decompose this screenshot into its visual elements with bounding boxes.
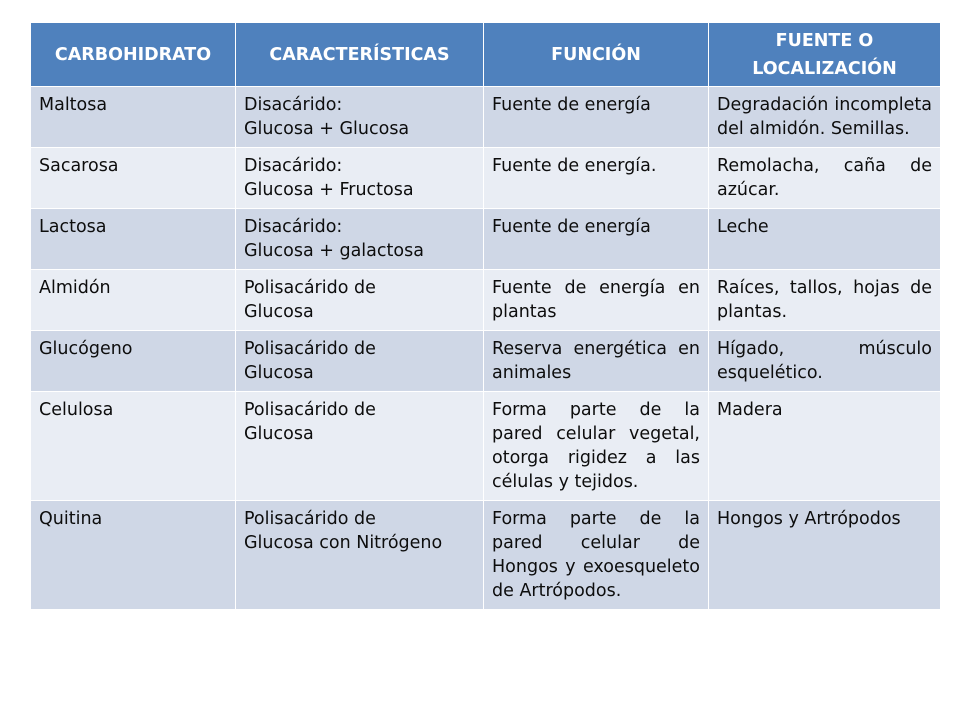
caracteristicas-line: Glucosa + Glucosa bbox=[244, 119, 410, 139]
header-carbohidrato: CARBOHIDRATO bbox=[31, 23, 236, 87]
cell-fuente: Madera bbox=[709, 392, 941, 501]
cell-funcion: Fuente de energía. bbox=[484, 148, 709, 209]
cell-carbohidrato: Celulosa bbox=[31, 392, 236, 501]
cell-funcion: Forma parte de la pared celular de Hongos y exoesqueleto de Artrópodos. bbox=[484, 501, 709, 610]
caracteristicas-line: Polisacárido de bbox=[244, 400, 376, 420]
cell-caracteristicas bbox=[236, 392, 484, 501]
cell-carbohidrato: Sacarosa bbox=[31, 148, 236, 209]
caracteristicas-line: Glucosa bbox=[244, 424, 314, 444]
cell-funcion: Forma parte de la pared celular vegetal, otorga rigidez a las células y tejidos. bbox=[484, 392, 709, 501]
caracteristicas-line: Glucosa + Fructosa bbox=[244, 180, 414, 200]
cell-carbohidrato: Quitina bbox=[31, 501, 236, 610]
caracteristicas-line: Polisacárido de bbox=[244, 339, 376, 359]
caracteristicas-line: Glucosa bbox=[244, 363, 314, 383]
cell-caracteristicas bbox=[236, 501, 484, 610]
caracteristicas-line: Disacárido: bbox=[244, 95, 343, 115]
caracteristicas-line: Glucosa + galactosa bbox=[244, 241, 424, 261]
cell-caracteristicas bbox=[236, 87, 484, 148]
caracteristicas-line: Polisacárido de bbox=[244, 509, 376, 529]
table-row bbox=[31, 270, 941, 331]
caracteristicas-line: Disacárido: bbox=[244, 217, 343, 237]
carbohydrates-table bbox=[30, 22, 941, 610]
cell-carbohidrato: Glucógeno bbox=[31, 331, 236, 392]
header-caracteristicas: CARACTERÍSTICAS bbox=[236, 23, 484, 87]
cell-carbohidrato: Lactosa bbox=[31, 209, 236, 270]
header-fuente: FUENTE O LOCALIZACIÓN bbox=[709, 23, 941, 87]
header-funcion: FUNCIÓN bbox=[484, 23, 709, 87]
table-row bbox=[31, 501, 941, 610]
cell-caracteristicas bbox=[236, 148, 484, 209]
caracteristicas-line: Polisacárido de bbox=[244, 278, 376, 298]
caracteristicas-line: Disacárido: bbox=[244, 156, 343, 176]
caracteristicas-line: Glucosa con Nitrógeno bbox=[244, 533, 443, 553]
caracteristicas-line: Glucosa bbox=[244, 302, 314, 322]
cell-funcion: Fuente de energía en plantas bbox=[484, 270, 709, 331]
cell-funcion: Fuente de energía bbox=[484, 87, 709, 148]
table-row bbox=[31, 87, 941, 148]
cell-caracteristicas bbox=[236, 331, 484, 392]
table-row bbox=[31, 148, 941, 209]
cell-fuente: Hígado, músculo esquelético. bbox=[709, 331, 941, 392]
cell-fuente: Remolacha, caña de azúcar. bbox=[709, 148, 941, 209]
cell-funcion: Reserva energética en animales bbox=[484, 331, 709, 392]
table-row bbox=[31, 209, 941, 270]
cell-fuente: Raíces, tallos, hojas de plantas. bbox=[709, 270, 941, 331]
table-row bbox=[31, 331, 941, 392]
table-row bbox=[31, 392, 941, 501]
cell-fuente: Hongos y Artrópodos bbox=[709, 501, 941, 610]
cell-carbohidrato: Maltosa bbox=[31, 87, 236, 148]
cell-fuente: Degradación incompleta del almidón. Semillas. bbox=[709, 87, 941, 148]
cell-caracteristicas bbox=[236, 270, 484, 331]
table-header-row bbox=[31, 23, 941, 87]
cell-funcion: Fuente de energía bbox=[484, 209, 709, 270]
cell-caracteristicas bbox=[236, 209, 484, 270]
cell-fuente: Leche bbox=[709, 209, 941, 270]
cell-carbohidrato: Almidón bbox=[31, 270, 236, 331]
